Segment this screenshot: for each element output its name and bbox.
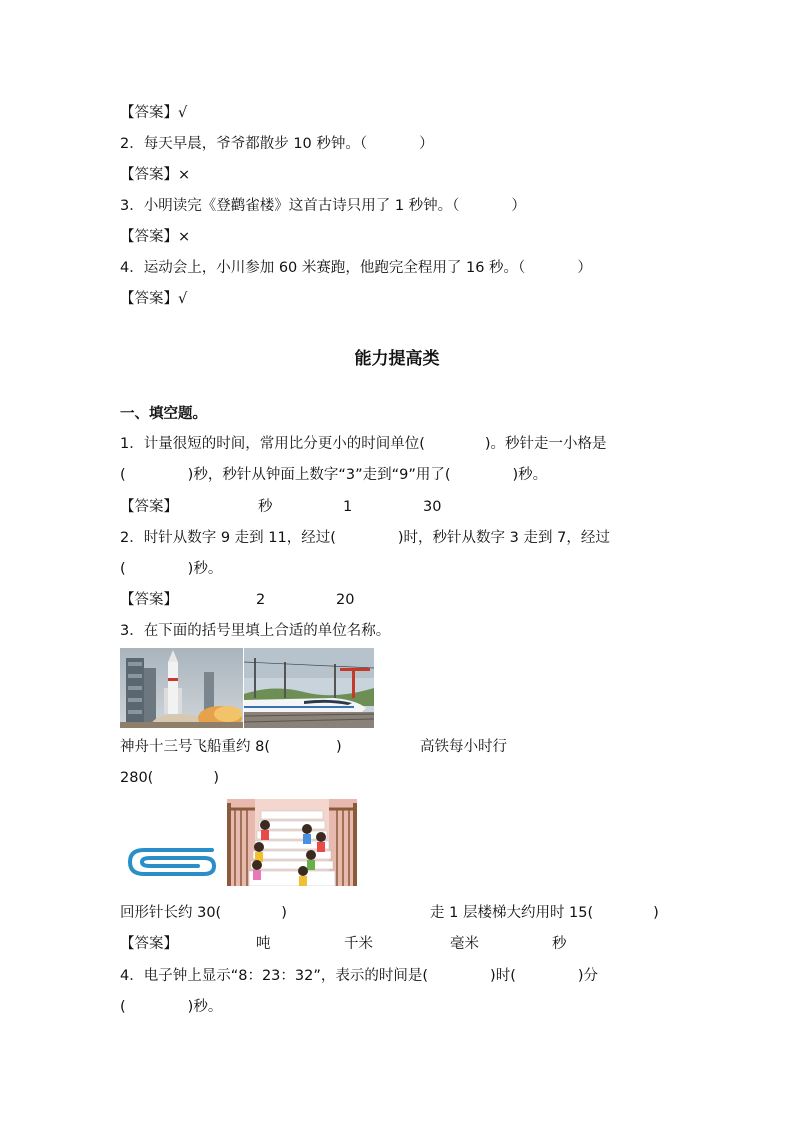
question-text: )。秒针走一小格是 (484, 436, 607, 452)
question-text: 2．每天早晨，爷爷都散步 10 秒钟。（ (120, 136, 368, 152)
question-text: 4．运动会上，小川参加 60 米赛跑，他跑完全程用了 16 秒。（ (120, 260, 526, 276)
fill-q3-instruction: 3．在下面的括号里填上合适的单位名称。 (120, 623, 391, 639)
question-text: )秒，秒针从钟面上数字“3”走到“9”用了( (187, 467, 451, 483)
high-speed-train-image (244, 648, 374, 728)
fill-q1-answer-3: 30 (423, 499, 442, 515)
answer-line-1 (120, 103, 187, 123)
fill-q3-answer-label: 【答案】 (120, 936, 178, 952)
part-title: 一、填空题。 (120, 406, 207, 422)
bracket-end: ） (511, 198, 526, 214)
fill-q1-line2 (120, 465, 547, 485)
bracket-end: ) (336, 739, 342, 755)
question-4 (120, 258, 592, 278)
fill-q4-line1 (120, 966, 598, 986)
question-text: ( (120, 561, 126, 577)
bracket-end: ） (419, 136, 434, 152)
answer-line-2 (120, 165, 190, 185)
question-text: 回形针长约 30( (120, 905, 222, 921)
answer-value: × (178, 167, 191, 183)
question-text: )秒。 (512, 467, 548, 483)
fill-q1-answer-1: 秒 (258, 499, 273, 515)
question-2 (120, 134, 434, 154)
question-text: )秒。 (187, 999, 223, 1015)
train-question: 高铁每小时行 (420, 739, 507, 755)
bracket-end: ) (653, 905, 659, 921)
fill-q4-line2 (120, 997, 222, 1017)
question-text: )时，秒针从数字 3 走到 7，经过 (397, 530, 610, 546)
fill-q2-line1 (120, 528, 610, 548)
answer-label: 【答案】 (120, 291, 178, 307)
fill-q1-line1 (120, 434, 607, 454)
question-text: )分 (577, 968, 599, 984)
train-question-line2 (120, 768, 219, 788)
answer-value: × (178, 229, 191, 245)
fill-q3-answer-1: 吨 (256, 936, 271, 952)
fill-q2-answer-1: 2 (256, 592, 266, 608)
question-text: 走 1 层楼梯大约用时 15( (430, 905, 594, 921)
shenzhou-question (120, 737, 342, 757)
answer-label: 【答案】 (120, 229, 178, 245)
answer-value: √ (178, 291, 188, 307)
fill-q1-answer-label: 【答案】 (120, 499, 178, 515)
bracket-end: ) (281, 905, 287, 921)
paperclip-question (120, 903, 287, 923)
answer-label: 【答案】 (120, 105, 178, 121)
question-text: 4．电子钟上显示“8：23：32”，表示的时间是( (120, 968, 429, 984)
question-3 (120, 196, 526, 216)
fill-q2-answer-2: 20 (336, 592, 355, 608)
fill-q2-line2 (120, 559, 222, 579)
question-text: 3．小明读完《登鹳雀楼》这首古诗只用了 1 秒钟。（ (120, 198, 460, 214)
question-text: )秒。 (187, 561, 223, 577)
question-text: 2．时针从数字 9 走到 11，经过( (120, 530, 336, 546)
answer-line-4 (120, 289, 187, 309)
fill-q2-answer-label: 【答案】 (120, 592, 178, 608)
section-title: 能力提高类 (354, 349, 440, 369)
fill-q3-answer-2: 千米 (344, 936, 373, 952)
question-text: ( (120, 999, 126, 1015)
paperclip-image (124, 838, 220, 884)
answer-value: √ (178, 105, 188, 121)
stairs-question (430, 903, 659, 923)
question-text: 1．计量很短的时间，常用比分更小的时间单位( (120, 436, 425, 452)
fill-q3-answer-3: 毫米 (450, 936, 479, 952)
fill-q1-answer-2: 1 (343, 499, 353, 515)
rocket-launch-image (120, 648, 243, 728)
answer-label: 【答案】 (120, 167, 178, 183)
fill-q3-answer-4: 秒 (552, 936, 567, 952)
question-text: )时( (490, 968, 516, 984)
stairs-children-image (227, 799, 357, 886)
bracket-end: ) (213, 770, 220, 786)
question-text: 280( (120, 770, 154, 786)
bracket-end: ） (577, 260, 592, 276)
question-text: 神舟十三号飞船重约 8( (120, 739, 270, 755)
answer-line-3 (120, 227, 190, 247)
question-text: ( (120, 467, 126, 483)
